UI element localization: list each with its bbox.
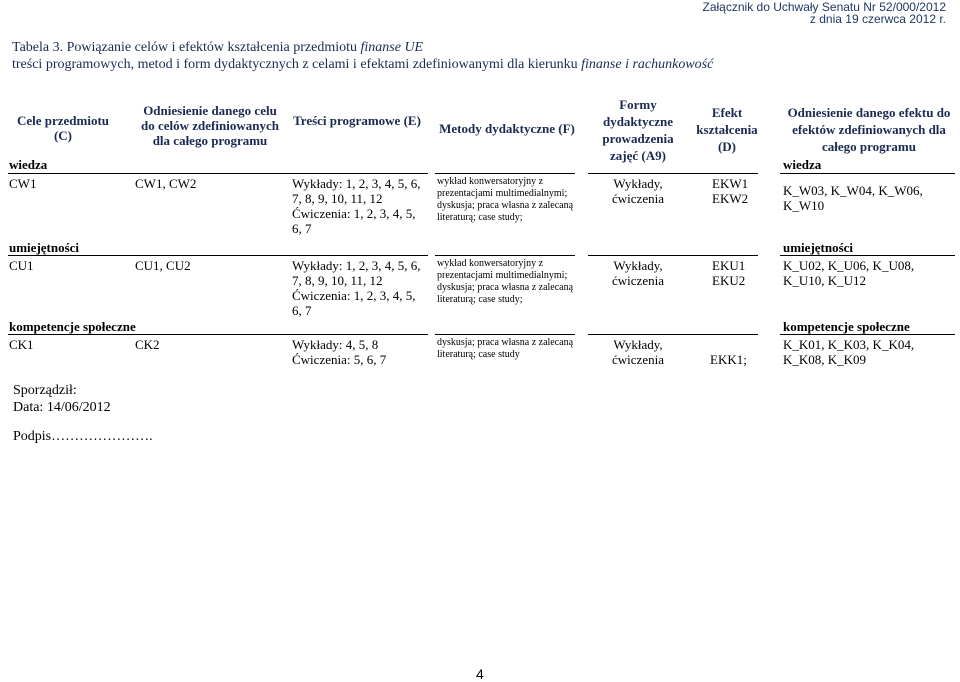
competences-outcome-1: EKK1; [710,352,747,367]
resolution-line-2: z dnia 19 czerwca 2012 r. [809,12,946,26]
header-goal-reference: Odniesienie danego celu do celów zdefiniowanych dla całego programu [141,103,279,148]
resolution-line-1: Załącznik do Uchwały Senatu Nr 52/000/2012 [702,0,946,14]
rule [8,173,428,174]
rule [435,255,575,256]
skills-outcome-2: EKU2 [712,273,746,288]
date-label: Data: 14/06/2012 [13,400,111,415]
skills-goal: CU1 [9,258,34,273]
knowledge-outcome-2: EKW2 [712,191,749,206]
rule [588,334,758,335]
caption-subject: finanse UE [360,40,424,55]
rule [588,255,758,256]
knowledge-content: Wykłady: 1, 2, 3, 4, 5, 6, 7, 8, 9, 10, 11, 12 Ćwiczenia: 1, 2, 3, 4, 5, 6, 7 [292,176,421,236]
skills-content: Wykłady: 1, 2, 3, 4, 5, 6, 7, 8, 9, 10, 11, 12 Ćwiczenia: 1, 2, 3, 4, 5, 6, 7 [292,258,421,318]
rule [780,255,955,256]
page-number: 4 [476,666,484,682]
skills-outcome-1: EKU1 [712,258,746,273]
competences-content: Wykłady: 4, 5, 8 Ćwiczenia: 5, 6, 7 [292,337,387,367]
skills-methods: wykład konwersatoryjny z prezentacjami multimedialnymi; dyskusja; praca własna z zalecaną literaturą; case study; [437,258,574,305]
section-knowledge-label: wiedza [9,157,48,172]
competences-methods: dyskusja; praca własna z zalecaną literaturą; case study [437,337,574,360]
rule [8,334,428,335]
competences-goal-reference: CK2 [135,337,160,352]
section-competences-label: kompetencje społeczne [9,319,136,334]
header-outcome-reference: Odniesienie danego efektu do efektów zdefiniowanych dla całego programu [787,105,951,154]
rule [780,334,955,335]
header-forms: Formy dydaktyczne prowadzenia zajęć (A9) [602,97,674,163]
prepared-by-label: Sporządził: [13,383,77,398]
rule [588,173,758,174]
header-goals: Cele przedmiotu (C) [16,113,110,143]
section-competences-label-right: kompetencje społeczne [783,319,910,334]
rule [435,173,575,174]
caption-prefix: Tabela 3. Powiązanie celów i efektów kształcenia przedmiotu [12,40,361,55]
competences-outcome-reference: K_K01, K_K03, K_K04, K_K08, K_K09 [783,337,915,367]
knowledge-methods: wykład konwersatoryjny z prezentacjami multimedialnymi; dyskusja; praca własna z zalecaną literaturą; case study; [437,176,574,223]
section-skills-label-right: umiejętności [783,240,854,255]
caption-line2-prefix: treści programowych, metod i form dydaktycznych z celami i efektami zdefiniowanymi dla kierunku [12,57,582,72]
skills-outcome-reference: K_U02, K_U06, K_U08, K_U10, K_U12 [783,258,915,288]
knowledge-outcome-reference: K_W03, K_W04, K_W06, K_W10 [783,183,923,213]
section-skills-label: umiejętności [9,240,80,255]
rule [8,255,428,256]
knowledge-goal: CW1 [9,176,37,191]
competences-forms: Wykłady, ćwiczenia [612,337,664,367]
knowledge-goal-reference: CW1, CW2 [135,176,197,191]
rule [780,173,955,174]
header-content: Treści programowe (E) [293,113,421,128]
caption-field: finanse i rachunkowość [581,57,714,72]
section-knowledge-label-right: wiedza [783,157,822,172]
knowledge-forms: Wykłady, ćwiczenia [612,176,664,206]
skills-forms: Wykłady, ćwiczenia [612,258,664,288]
knowledge-outcome-1: EKW1 [712,176,749,191]
competences-goal: CK1 [9,337,34,352]
header-outcome: Efekt kształcenia (D) [696,105,758,154]
rule [435,334,575,335]
signature-line: Podpis…………………. [13,429,153,444]
header-methods: Metody dydaktyczne (F) [439,121,575,136]
skills-goal-reference: CU1, CU2 [135,258,191,273]
